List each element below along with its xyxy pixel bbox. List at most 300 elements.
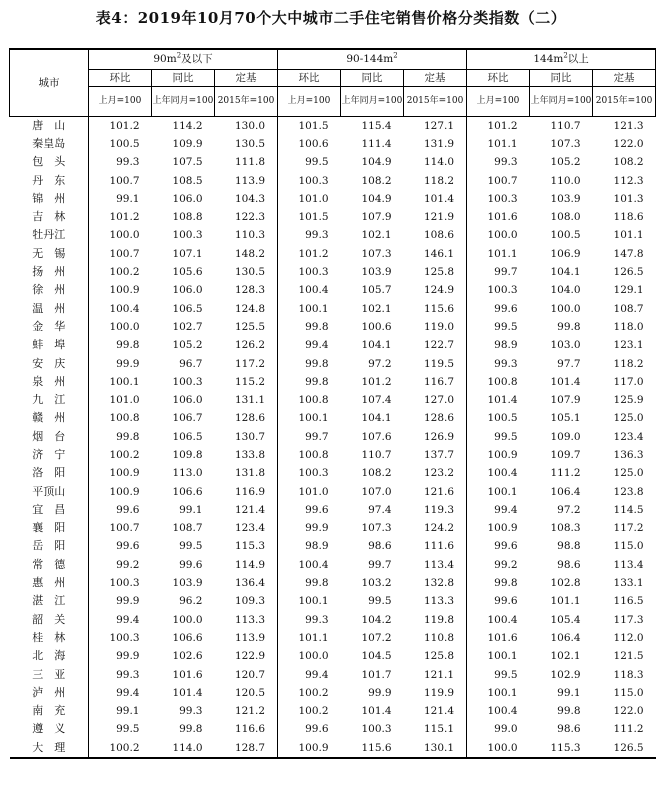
value-cell: 106.0 (172, 192, 203, 205)
value-cell: 110.8 (404, 629, 467, 647)
value-cell: 113.9 (215, 629, 278, 647)
city-cell: 泸 州 (10, 684, 89, 702)
value-cell: 100.0 (298, 650, 329, 663)
value-cell: 101.2 (109, 211, 140, 224)
value-cell: 101.2 (361, 375, 392, 388)
value-cell: 130.0 (215, 116, 278, 135)
value-cell: 100.3 (172, 375, 203, 388)
value-cell: 103.9 (550, 192, 581, 205)
table-row (10, 428, 656, 446)
city-cell: 遵 义 (10, 720, 89, 738)
value-cell: 101.4 (172, 686, 203, 699)
city-cell: 无 锡 (10, 245, 89, 263)
value-cell: 99.0 (494, 723, 518, 736)
value-cell: 104.9 (361, 156, 392, 169)
value-cell: 128.6 (404, 409, 467, 427)
value-cell: 99.5 (116, 723, 140, 736)
value-cell: 100.3 (298, 174, 329, 187)
value-cell: 99.6 (179, 558, 203, 571)
value-cell: 100.2 (109, 448, 140, 461)
value-cell: 131.8 (215, 464, 278, 482)
value-cell: 99.9 (368, 686, 392, 699)
value-cell: 108.2 (361, 174, 392, 187)
value-cell: 121.2 (215, 702, 278, 720)
table-row (10, 684, 656, 702)
value-cell: 107.1 (172, 247, 203, 260)
value-cell: 99.4 (494, 503, 518, 516)
value-cell: 111.6 (404, 537, 467, 555)
value-cell: 123.1 (613, 339, 644, 352)
table-row (10, 116, 656, 135)
value-cell: 146.1 (404, 245, 467, 263)
value-cell: 109.9 (172, 137, 203, 150)
value-cell: 100.1 (298, 595, 329, 608)
value-cell: 131.9 (404, 135, 467, 153)
value-cell: 107.0 (361, 485, 392, 498)
value-cell: 123.4 (613, 430, 644, 443)
value-cell: 125.0 (613, 467, 644, 480)
value-cell: 130.7 (215, 428, 278, 446)
value-cell: 114.9 (215, 556, 278, 574)
value-cell: 98.6 (557, 723, 581, 736)
city-cell: 北 海 (10, 647, 89, 665)
value-cell: 100.2 (298, 686, 329, 699)
value-cell: 116.5 (613, 595, 644, 608)
value-cell: 103.2 (361, 577, 392, 590)
value-cell: 106.9 (550, 247, 581, 260)
value-cell: 99.6 (305, 723, 329, 736)
value-cell: 121.4 (215, 501, 278, 519)
value-cell: 102.1 (361, 302, 392, 315)
group-header-large: $144m^2$以上 (467, 49, 656, 69)
value-cell: 99.6 (494, 302, 518, 315)
city-cell: 南 充 (10, 702, 89, 720)
value-cell: 99.3 (116, 156, 140, 169)
value-cell: 99.1 (557, 686, 581, 699)
value-cell: 99.7 (494, 266, 518, 279)
value-cell: 136.3 (613, 448, 644, 461)
value-cell: 107.3 (361, 522, 392, 535)
value-cell: 98.9 (494, 339, 518, 352)
value-cell: 100.1 (298, 302, 329, 315)
table-row (10, 263, 656, 281)
value-cell: 99.6 (116, 503, 140, 516)
city-cell: 三 亚 (10, 665, 89, 683)
city-cell: 常 德 (10, 556, 89, 574)
value-cell: 109.3 (215, 592, 278, 610)
value-cell: 100.7 (109, 247, 140, 260)
value-cell: 97.7 (557, 357, 581, 370)
value-cell: 122.0 (613, 705, 644, 718)
value-cell: 100.3 (487, 284, 518, 297)
value-cell: 101.4 (404, 190, 467, 208)
value-cell: 109.8 (172, 448, 203, 461)
value-cell: 117.0 (613, 375, 644, 388)
value-cell: 111.2 (613, 723, 644, 736)
city-cell: 泉 州 (10, 373, 89, 391)
city-cell: 包 头 (10, 153, 89, 171)
value-cell: 123.8 (613, 485, 644, 498)
sub-header-fixed: 定基 (215, 69, 278, 86)
value-cell: 100.1 (109, 375, 140, 388)
value-cell: 102.1 (550, 650, 581, 663)
base-header-yoy: 上年同月=100 (341, 86, 404, 116)
table-row (10, 245, 656, 263)
value-cell: 106.5 (172, 302, 203, 315)
value-cell: 100.9 (109, 485, 140, 498)
table-row (10, 592, 656, 610)
value-cell: 100.9 (487, 448, 518, 461)
value-cell: 98.8 (557, 540, 581, 553)
city-cell: 惠 州 (10, 574, 89, 592)
value-cell: 100.2 (109, 266, 140, 279)
value-cell: 99.8 (305, 320, 329, 333)
value-cell: 96.7 (179, 357, 203, 370)
value-cell: 109.7 (550, 448, 581, 461)
value-cell: 101.1 (550, 595, 581, 608)
value-cell: 118.3 (613, 668, 644, 681)
value-cell: 100.0 (109, 320, 140, 333)
value-cell: 100.0 (487, 229, 518, 242)
value-cell: 102.6 (172, 650, 203, 663)
city-cell: 金 华 (10, 318, 89, 336)
city-cell: 襄 阳 (10, 519, 89, 537)
value-cell: 100.3 (109, 577, 140, 590)
value-cell: 100.8 (109, 412, 140, 425)
value-cell: 117.2 (613, 522, 644, 535)
value-cell: 133.8 (215, 446, 278, 464)
value-cell: 115.3 (550, 741, 581, 754)
value-cell: 121.9 (404, 208, 467, 226)
value-cell: 99.1 (116, 192, 140, 205)
table-row (10, 153, 656, 171)
value-cell: 99.8 (305, 357, 329, 370)
value-cell: 107.4 (361, 394, 392, 407)
value-cell: 99.8 (179, 723, 203, 736)
table-row (10, 409, 656, 427)
value-cell: 97.2 (557, 503, 581, 516)
value-cell: 121.4 (404, 702, 467, 720)
value-cell: 100.4 (109, 302, 140, 315)
base-header-fixed: 2015年=100 (215, 86, 278, 116)
value-cell: 115.0 (613, 686, 644, 699)
city-cell: 岳 阳 (10, 537, 89, 555)
value-cell: 99.4 (305, 339, 329, 352)
value-cell: 115.6 (361, 741, 392, 754)
value-cell: 99.3 (179, 705, 203, 718)
value-cell: 114.5 (613, 503, 644, 516)
value-cell: 99.1 (179, 503, 203, 516)
value-cell: 104.1 (361, 339, 392, 352)
value-cell: 101.2 (298, 247, 329, 260)
value-cell: 136.4 (215, 574, 278, 592)
city-cell: 桂 林 (10, 629, 89, 647)
value-cell: 106.0 (172, 284, 203, 297)
value-cell: 107.3 (361, 247, 392, 260)
value-cell: 96.2 (179, 595, 203, 608)
value-cell: 107.3 (550, 137, 581, 150)
value-cell: 122.0 (613, 137, 644, 150)
city-header: 城市 (10, 49, 89, 116)
value-cell: 124.2 (404, 519, 467, 537)
value-cell: 100.2 (109, 741, 140, 754)
value-cell: 101.4 (487, 394, 518, 407)
value-cell: 125.0 (613, 412, 644, 425)
value-cell: 105.1 (550, 412, 581, 425)
value-cell: 98.6 (557, 558, 581, 571)
value-cell: 113.0 (172, 467, 203, 480)
value-cell: 105.2 (550, 156, 581, 169)
value-cell: 111.8 (215, 153, 278, 171)
city-cell: 唐 山 (10, 116, 89, 135)
value-cell: 126.9 (404, 428, 467, 446)
value-cell: 105.7 (361, 284, 392, 297)
value-cell: 132.8 (404, 574, 467, 592)
value-cell: 99.2 (116, 558, 140, 571)
value-cell: 118.6 (613, 211, 644, 224)
value-cell: 98.6 (368, 540, 392, 553)
value-cell: 113.3 (215, 611, 278, 629)
value-cell: 99.8 (116, 430, 140, 443)
value-cell: 104.1 (550, 266, 581, 279)
table-row (10, 482, 656, 500)
value-cell: 106.4 (550, 485, 581, 498)
value-cell: 115.0 (613, 540, 644, 553)
value-cell: 117.2 (215, 354, 278, 372)
value-cell: 97.2 (368, 357, 392, 370)
table-row (10, 464, 656, 482)
value-cell: 104.2 (361, 613, 392, 626)
value-cell: 100.2 (298, 705, 329, 718)
value-cell: 99.3 (305, 229, 329, 242)
value-cell: 103.9 (172, 577, 203, 590)
table-row (10, 665, 656, 683)
value-cell: 113.3 (404, 592, 467, 610)
value-cell: 113.9 (215, 171, 278, 189)
city-cell: 济 宁 (10, 446, 89, 464)
city-cell: 大 理 (10, 739, 89, 758)
value-cell: 147.8 (613, 247, 644, 260)
value-cell: 100.7 (109, 522, 140, 535)
value-cell: 99.3 (305, 613, 329, 626)
value-cell: 116.6 (215, 720, 278, 738)
table-row (10, 281, 656, 299)
table-row (10, 574, 656, 592)
value-cell: 118.2 (613, 357, 644, 370)
sub-header-mom: 环比 (467, 69, 530, 86)
value-cell: 120.7 (215, 665, 278, 683)
city-cell: 牡丹江 (10, 226, 89, 244)
value-cell: 116.7 (404, 373, 467, 391)
value-cell: 105.6 (172, 266, 203, 279)
value-cell: 119.5 (404, 354, 467, 372)
value-cell: 101.6 (172, 668, 203, 681)
table-row (10, 171, 656, 189)
value-cell: 129.1 (613, 284, 644, 297)
value-cell: 100.3 (172, 229, 203, 242)
group-header-small: $90m^2$及以下 (89, 49, 278, 69)
value-cell: 101.1 (298, 631, 329, 644)
value-cell: 126.5 (613, 741, 644, 754)
value-cell: 122.9 (215, 647, 278, 665)
city-cell: 徐 州 (10, 281, 89, 299)
value-cell: 99.6 (494, 595, 518, 608)
value-cell: 100.4 (487, 467, 518, 480)
value-cell: 99.8 (557, 705, 581, 718)
value-cell: 106.6 (172, 485, 203, 498)
value-cell: 108.2 (361, 467, 392, 480)
value-cell: 130.1 (404, 739, 467, 758)
value-cell: 123.2 (404, 464, 467, 482)
value-cell: 99.3 (116, 668, 140, 681)
value-cell: 121.3 (593, 116, 656, 135)
value-cell: 101.7 (361, 668, 392, 681)
table-row (10, 135, 656, 153)
table-row (10, 354, 656, 372)
value-cell: 101.0 (298, 485, 329, 498)
value-cell: 100.1 (298, 412, 329, 425)
value-cell: 106.0 (172, 394, 203, 407)
value-cell: 100.0 (109, 229, 140, 242)
value-cell: 99.4 (116, 613, 140, 626)
table-row (10, 501, 656, 519)
value-cell: 101.6 (487, 211, 518, 224)
value-cell: 99.5 (179, 540, 203, 553)
value-cell: 107.2 (361, 631, 392, 644)
value-cell: 100.8 (298, 448, 329, 461)
value-cell: 104.1 (361, 412, 392, 425)
value-cell: 99.6 (494, 540, 518, 553)
value-cell: 100.4 (298, 284, 329, 297)
value-cell: 112.3 (613, 174, 644, 187)
value-cell: 111.4 (361, 137, 392, 150)
value-cell: 105.4 (550, 613, 581, 626)
value-cell: 99.4 (305, 668, 329, 681)
value-cell: 97.4 (368, 503, 392, 516)
value-cell: 101.5 (298, 211, 329, 224)
value-cell: 115.2 (215, 373, 278, 391)
value-cell: 107.5 (172, 156, 203, 169)
city-cell: 洛 阳 (10, 464, 89, 482)
value-cell: 108.5 (172, 174, 203, 187)
table-row (10, 318, 656, 336)
value-cell: 128.6 (215, 409, 278, 427)
value-cell: 108.6 (404, 226, 467, 244)
table-row (10, 647, 656, 665)
value-cell: 101.1 (487, 137, 518, 150)
value-cell: 125.8 (404, 263, 467, 281)
base-header-mom: 上月=100 (278, 86, 341, 116)
value-cell: 106.4 (550, 631, 581, 644)
value-cell: 102.9 (550, 668, 581, 681)
value-cell: 106.6 (172, 631, 203, 644)
base-header-yoy: 上年同月=100 (152, 86, 215, 116)
city-cell: 平顶山 (10, 482, 89, 500)
value-cell: 107.6 (361, 430, 392, 443)
sub-header-mom: 环比 (278, 69, 341, 86)
value-cell: 114.2 (152, 116, 215, 135)
value-cell: 119.3 (404, 501, 467, 519)
value-cell: 99.6 (305, 503, 329, 516)
value-cell: 137.7 (404, 446, 467, 464)
value-cell: 100.3 (109, 631, 140, 644)
value-cell: 100.5 (109, 137, 140, 150)
value-cell: 104.9 (361, 192, 392, 205)
value-cell: 115.6 (404, 299, 467, 317)
value-cell: 131.1 (215, 391, 278, 409)
value-cell: 100.9 (109, 284, 140, 297)
city-cell: 吉 林 (10, 208, 89, 226)
value-cell: 116.9 (215, 482, 278, 500)
value-cell: 100.3 (298, 266, 329, 279)
value-cell: 101.4 (361, 705, 392, 718)
table-row (10, 446, 656, 464)
value-cell: 100.5 (487, 412, 518, 425)
value-cell: 118.2 (404, 171, 467, 189)
table-row (10, 226, 656, 244)
value-cell: 125.9 (613, 394, 644, 407)
value-cell: 110.0 (550, 174, 581, 187)
value-cell: 104.5 (361, 650, 392, 663)
sub-header-yoy: 同比 (341, 69, 404, 86)
value-cell: 101.0 (298, 192, 329, 205)
city-cell: 赣 州 (10, 409, 89, 427)
value-cell: 114.0 (404, 153, 467, 171)
value-cell: 110.7 (361, 448, 392, 461)
value-cell: 100.1 (487, 650, 518, 663)
base-header-mom: 上月=100 (467, 86, 530, 116)
base-header-fixed: 2015年=100 (404, 86, 467, 116)
value-cell: 100.8 (487, 375, 518, 388)
value-cell: 101.3 (613, 192, 644, 205)
value-cell: 112.0 (613, 631, 644, 644)
group-header-medium: $90-144m^2$ (278, 49, 467, 69)
value-cell: 108.2 (613, 156, 644, 169)
value-cell: 101.4 (550, 375, 581, 388)
value-cell: 98.9 (305, 540, 329, 553)
city-cell: 温 州 (10, 299, 89, 317)
sub-header-fixed: 定基 (404, 69, 467, 86)
value-cell: 100.3 (361, 723, 392, 736)
value-cell: 99.9 (116, 357, 140, 370)
city-cell: 湛 江 (10, 592, 89, 610)
value-cell: 99.5 (494, 320, 518, 333)
value-cell: 100.6 (298, 137, 329, 150)
value-cell: 120.5 (215, 684, 278, 702)
table-row (10, 611, 656, 629)
table-body (10, 116, 656, 758)
value-cell: 101.0 (109, 394, 140, 407)
value-cell: 119.0 (404, 318, 467, 336)
table-row (10, 702, 656, 720)
value-cell: 101.1 (613, 229, 644, 242)
value-cell: 121.1 (404, 665, 467, 683)
value-cell: 99.3 (494, 357, 518, 370)
value-cell: 100.0 (172, 613, 203, 626)
value-cell: 130.5 (215, 135, 278, 153)
value-cell: 100.7 (487, 174, 518, 187)
value-cell: 100.6 (361, 320, 392, 333)
value-cell: 108.3 (550, 522, 581, 535)
sub-header-yoy: 同比 (530, 69, 593, 86)
value-cell: 103.9 (361, 266, 392, 279)
table-row (10, 336, 656, 354)
base-header-yoy: 上年同月=100 (530, 86, 593, 116)
value-cell: 100.0 (487, 741, 518, 754)
value-cell: 102.1 (361, 229, 392, 242)
city-cell: 安 庆 (10, 354, 89, 372)
value-cell: 99.9 (116, 650, 140, 663)
